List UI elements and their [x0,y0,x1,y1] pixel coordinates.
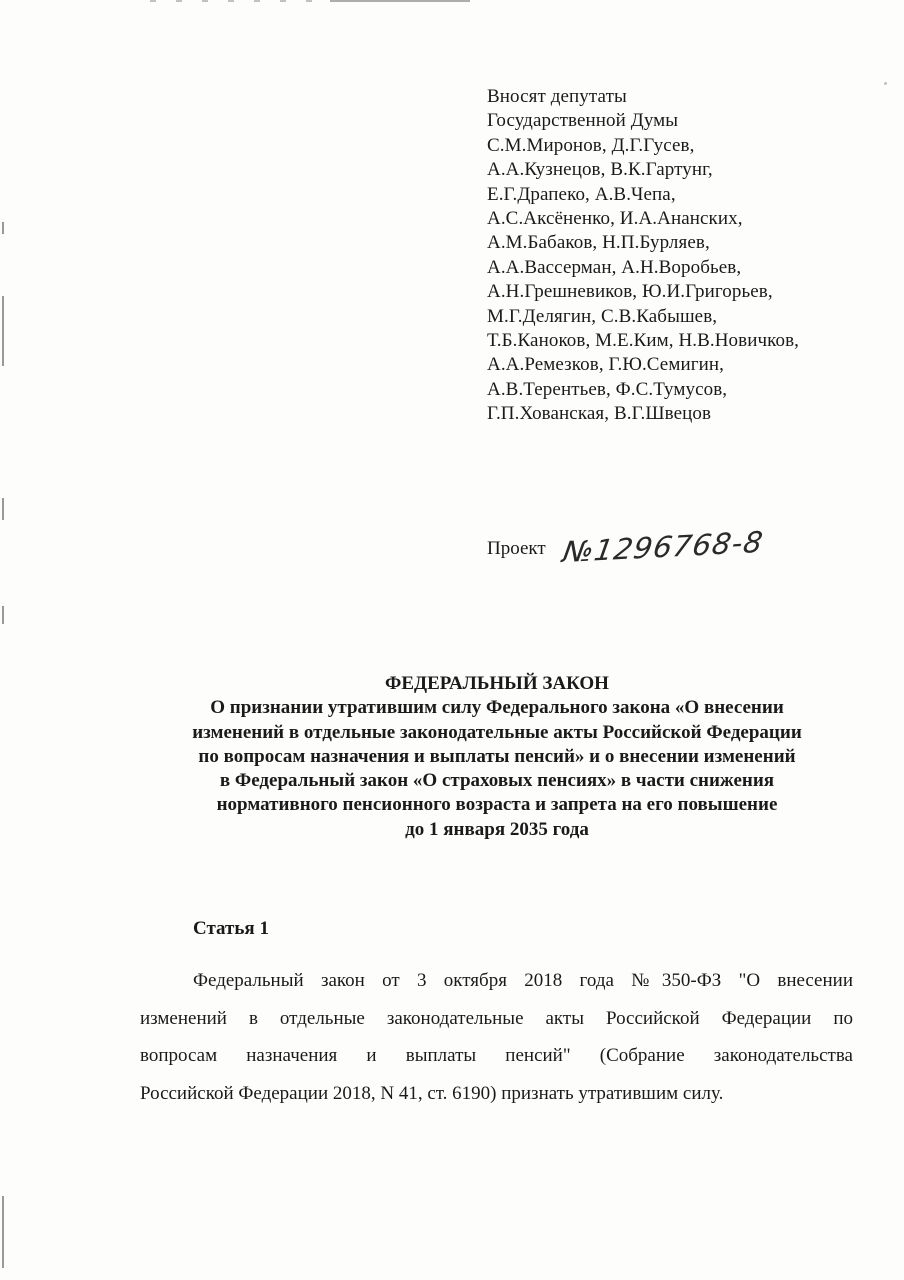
submitters-block [487,85,799,427]
law-title-line: в Федеральный закон «О страховых пенсиях» в части снижения [219,770,775,792]
submitters-line: А.А.Вассерман, А.Н.Воробьев, [487,256,742,278]
article-text-line: вопросам назначения и выплаты пенсий" (Собрание законодательства [140,1045,853,1067]
scan-artifact-margin-mark [2,498,4,520]
project-label: Проект [487,538,546,559]
law-title-line: по вопросам назначения и выплаты пенсий» и о внесении изменений [198,745,796,767]
scan-artifact-dot [884,82,887,85]
project-label-block [487,524,766,570]
law-title-block [0,672,904,842]
article-text-line: изменений в отдельные законодательные акты Российской Федерации по [140,1007,853,1029]
submitters-line: А.Н.Грешневиков, Ю.И.Григорьев, [487,281,773,303]
submitters-line: А.В.Терентьев, Ф.С.Тумусов, [487,378,728,400]
submitters-line: Е.Г.Драпеко, А.В.Чепа, [487,183,676,205]
scan-artifact-margin-mark [2,1196,4,1268]
project-number-handwritten: №1296768-8 [559,524,766,570]
article-body [140,962,853,1113]
scan-artifact-margin-mark [2,222,4,234]
submitters-line: А.С.Аксёненко, И.А.Ананских, [487,208,743,230]
scan-artifact-top-line [330,0,470,2]
scan-artifact-top-dots [150,0,325,2]
submitters-line: Вносят депутаты [487,86,627,107]
submitters-line: А.А.Ремезков, Г.Ю.Семигин, [487,354,725,376]
document-type-heading: ФЕДЕРАЛЬНЫЙ ЗАКОН [385,673,609,694]
article-heading: Статья 1 [193,918,269,939]
submitters-line: Государственной Думы [487,110,679,132]
scan-artifact-margin-mark [2,296,4,366]
submitters-line: А.А.Кузнецов, В.К.Гартунг, [487,159,713,181]
submitters-line: Г.П.Хованская, В.Г.Швецов [487,403,712,425]
submitters-line: А.М.Бабаков, Н.П.Бурляев, [487,232,710,254]
submitters-line: Т.Б.Каноков, М.Е.Ким, Н.В.Новичков, [487,330,800,352]
submitters-line: М.Г.Делягин, С.В.Кабышев, [487,305,718,327]
scan-artifact-margin-mark [2,606,4,624]
article-text-line: Федеральный закон от 3 октября 2018 года №350-ФЗ "О внесении [193,970,853,991]
law-title-line: нормативного пенсионного возраста и запрета на его повышение [216,794,778,816]
submitters-line: С.М.Миронов, Д.Г.Гусев, [487,134,695,156]
law-title-line: О признании утратившим силу Федерального закона «О внесении [210,697,784,719]
article-text-line: Российской Федерации 2018, N 41, ст. 6190) признать утратившим силу. [140,1083,724,1105]
law-title-line: до 1 января 2035 года [405,818,589,840]
law-title-line: изменений в отдельные законодательные акты Российской Федерации [192,721,802,743]
